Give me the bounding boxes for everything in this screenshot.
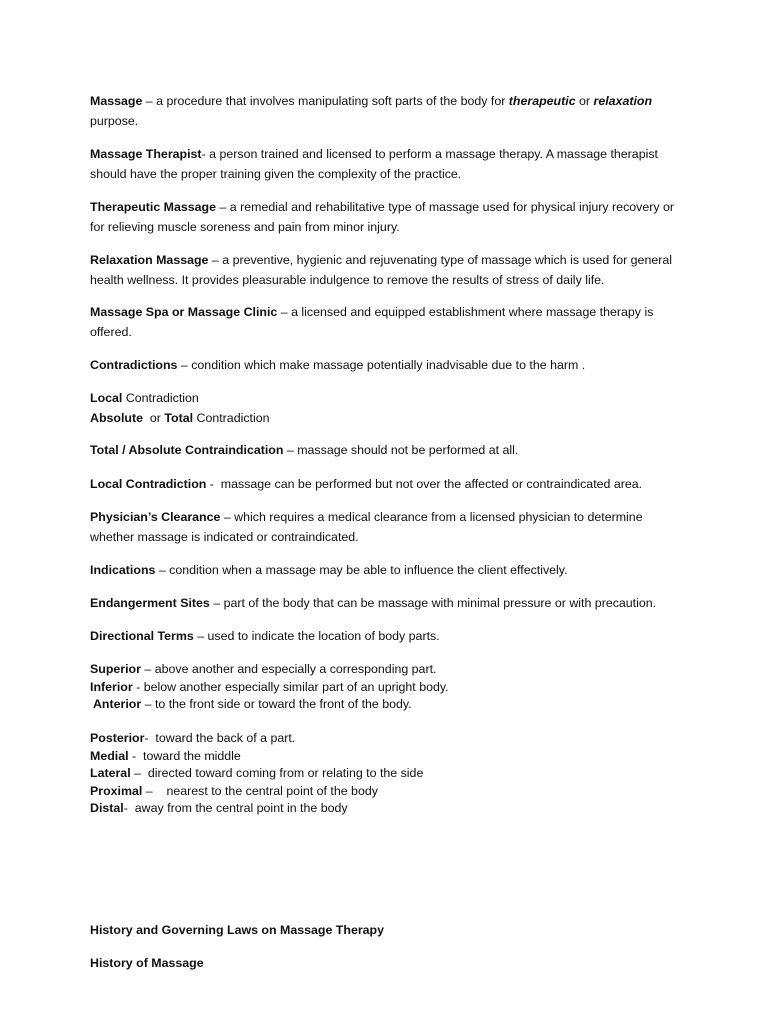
definition-massage-spa: Massage Spa or Massage Clinic – a licensed and equipped establishment where massage therapy is offered. [90,305,654,339]
section-heading: History and Governing Laws on Massage Therapy [90,923,385,937]
definition-physicians-clearance: Physician’s Clearance – which requires a medical clearance from a licensed physician to determine whether massage is indicated or contraindicated. [90,510,643,544]
definition-therapeutic-massage: Therapeutic Massage – a remedial and rehabilitative type of massage used for physical injury recovery or for relieving muscle soreness and pain from minor injury. [90,200,675,234]
term: Directional Terms [90,629,194,643]
direction-posterior: Posterior- toward the back of a part. [90,731,296,745]
direction-medial: Medial - toward the middle [90,748,241,763]
term: Physician’s Clearance [90,510,221,524]
definition-relaxation-massage: Relaxation Massage – a preventive, hygienic and rejuvenating type of massage which is used for general health wellness. It provides pleasurable indulgence to remove the results of stress of daily life. [90,253,673,287]
contradiction-type-absolute: Absolute or Total Contradiction [90,411,270,425]
direction-distal: Distal- away from the central point in the body [90,801,348,815]
term: Contradictions [90,358,178,372]
subsection-heading: History of Massage [90,956,204,970]
term: Massage Therapist [90,147,202,161]
direction-superior: Superior – above another and especially a corresponding part. [90,662,437,676]
definition-local-contradiction: Local Contradiction - massage can be performed but not over the affected or contraindicated area. [90,477,643,491]
definition-indications: Indications – condition when a massage may be able to influence the client effectively. [90,563,568,577]
directional-terms-list-a [90,661,690,714]
definition-directional-terms: Directional Terms – used to indicate the location of body parts. [90,629,440,643]
term: Indications [90,563,156,577]
definition-massage: Massage – a procedure that involves manipulating soft parts of the body for therapeutic or relaxation purpose. [90,94,653,128]
term: Therapeutic Massage [90,200,217,214]
direction-anterior: Anterior – to the front side or toward the front of the body. [90,697,412,711]
term: Total / Absolute Contraindication [90,443,284,457]
direction-lateral: Lateral – directed toward coming from or relating to the side [90,766,424,780]
direction-proximal: Proximal – nearest to the central point of the body [90,783,378,798]
term: Local Contradiction [90,477,207,491]
contradiction-type-local: Local Contradiction [90,391,199,405]
directional-terms-list-b [90,730,690,818]
definition-total-contraindication: Total / Absolute Contraindication – massage should not be performed at all. [90,443,519,457]
definition-massage-therapist: Massage Therapist- a person trained and licensed to perform a massage therapy. A massage therapist should have the proper training given the complexity of the practice. [90,147,658,181]
term: Massage Spa or Massage Clinic [90,305,278,319]
term: Relaxation Massage [90,253,209,267]
term: Endangerment Sites [90,596,210,610]
direction-inferior: Inferior - below another especially similar part of an upright body. [90,679,449,694]
definition-endangerment-sites: Endangerment Sites – part of the body that can be massage with minimal pressure or with precaution. [90,596,657,610]
definition-contradictions: Contradictions – condition which make massage potentially inadvisable due to the harm . [90,358,586,372]
term: Massage [90,94,143,108]
